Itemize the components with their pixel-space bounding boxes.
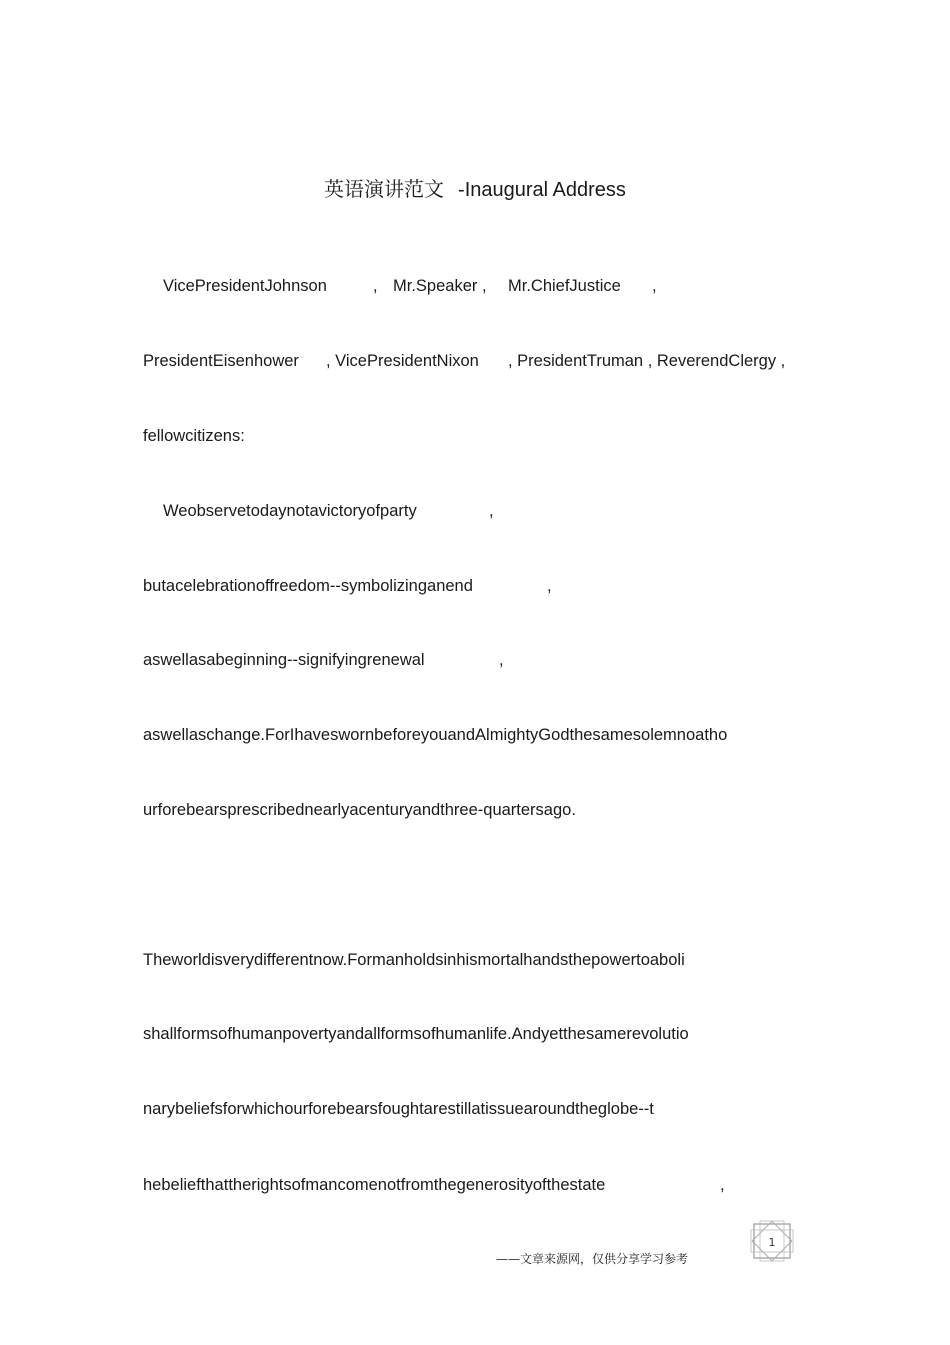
text-comma: , [489,502,494,520]
text-paragraph-line: Theworldisverydifferentnow.Formanholdsinhismortalhandsthepowertoaboli [143,951,685,969]
text-paragraph-line: Weobservetodaynotavictoryofparty [163,502,417,520]
text-paragraph-line: butacelebrationoffreedom--symbolizinganend [143,577,473,595]
text-comma: , [373,277,378,295]
text-paragraph-line: urforebearsprescribednearlyacenturyandthree-quartersago. [143,801,576,819]
page-number-badge [748,1220,796,1262]
text-comma: , [720,1176,725,1194]
text-mr-speaker: Mr.Speaker , [393,277,487,295]
text-vice-president-nixon: , VicePresidentNixon [326,352,479,370]
text-comma: , [547,577,552,595]
text-president-eisenhower: PresidentEisenhower [143,352,299,370]
text-chief-justice: Mr.ChiefJustice [508,277,621,295]
title-english: -Inaugural Address [458,179,626,201]
page-number: 1 [768,1236,776,1249]
text-paragraph-line: narybeliefsforwhichourforebearsfoughtarestillatissuearoundtheglobe--t [143,1100,654,1118]
text-paragraph-line: shallformsofhumanpovertyandallformsofhumanlife.Andyetthesamerevolutio [143,1025,689,1043]
text-paragraph-line: hebeliefthattherightsofmancomenotfromthegenerosityofthestate [143,1176,606,1194]
footer-source-note: ——文章来源网，仅供分享学习参考 [496,1252,689,1266]
text-paragraph-line: aswellasabeginning--signifyingrenewal [143,651,425,669]
text-vice-president-johnson: VicePresidentJohnson [163,277,327,295]
text-president-truman: , PresidentTruman , ReverendClergy , [508,352,786,370]
text-comma: , [499,651,504,669]
page-badge-ornament-icon [748,1220,796,1262]
text-comma: , [652,277,657,295]
title-chinese: 英语演讲范文 [324,177,445,201]
document-title [0,173,950,202]
text-fellow-citizens: fellowcitizens: [143,427,245,445]
text-paragraph-line: aswellaschange.ForIhaveswornbeforeyouandAlmightyGodthesamesolemnoatho [143,726,728,744]
